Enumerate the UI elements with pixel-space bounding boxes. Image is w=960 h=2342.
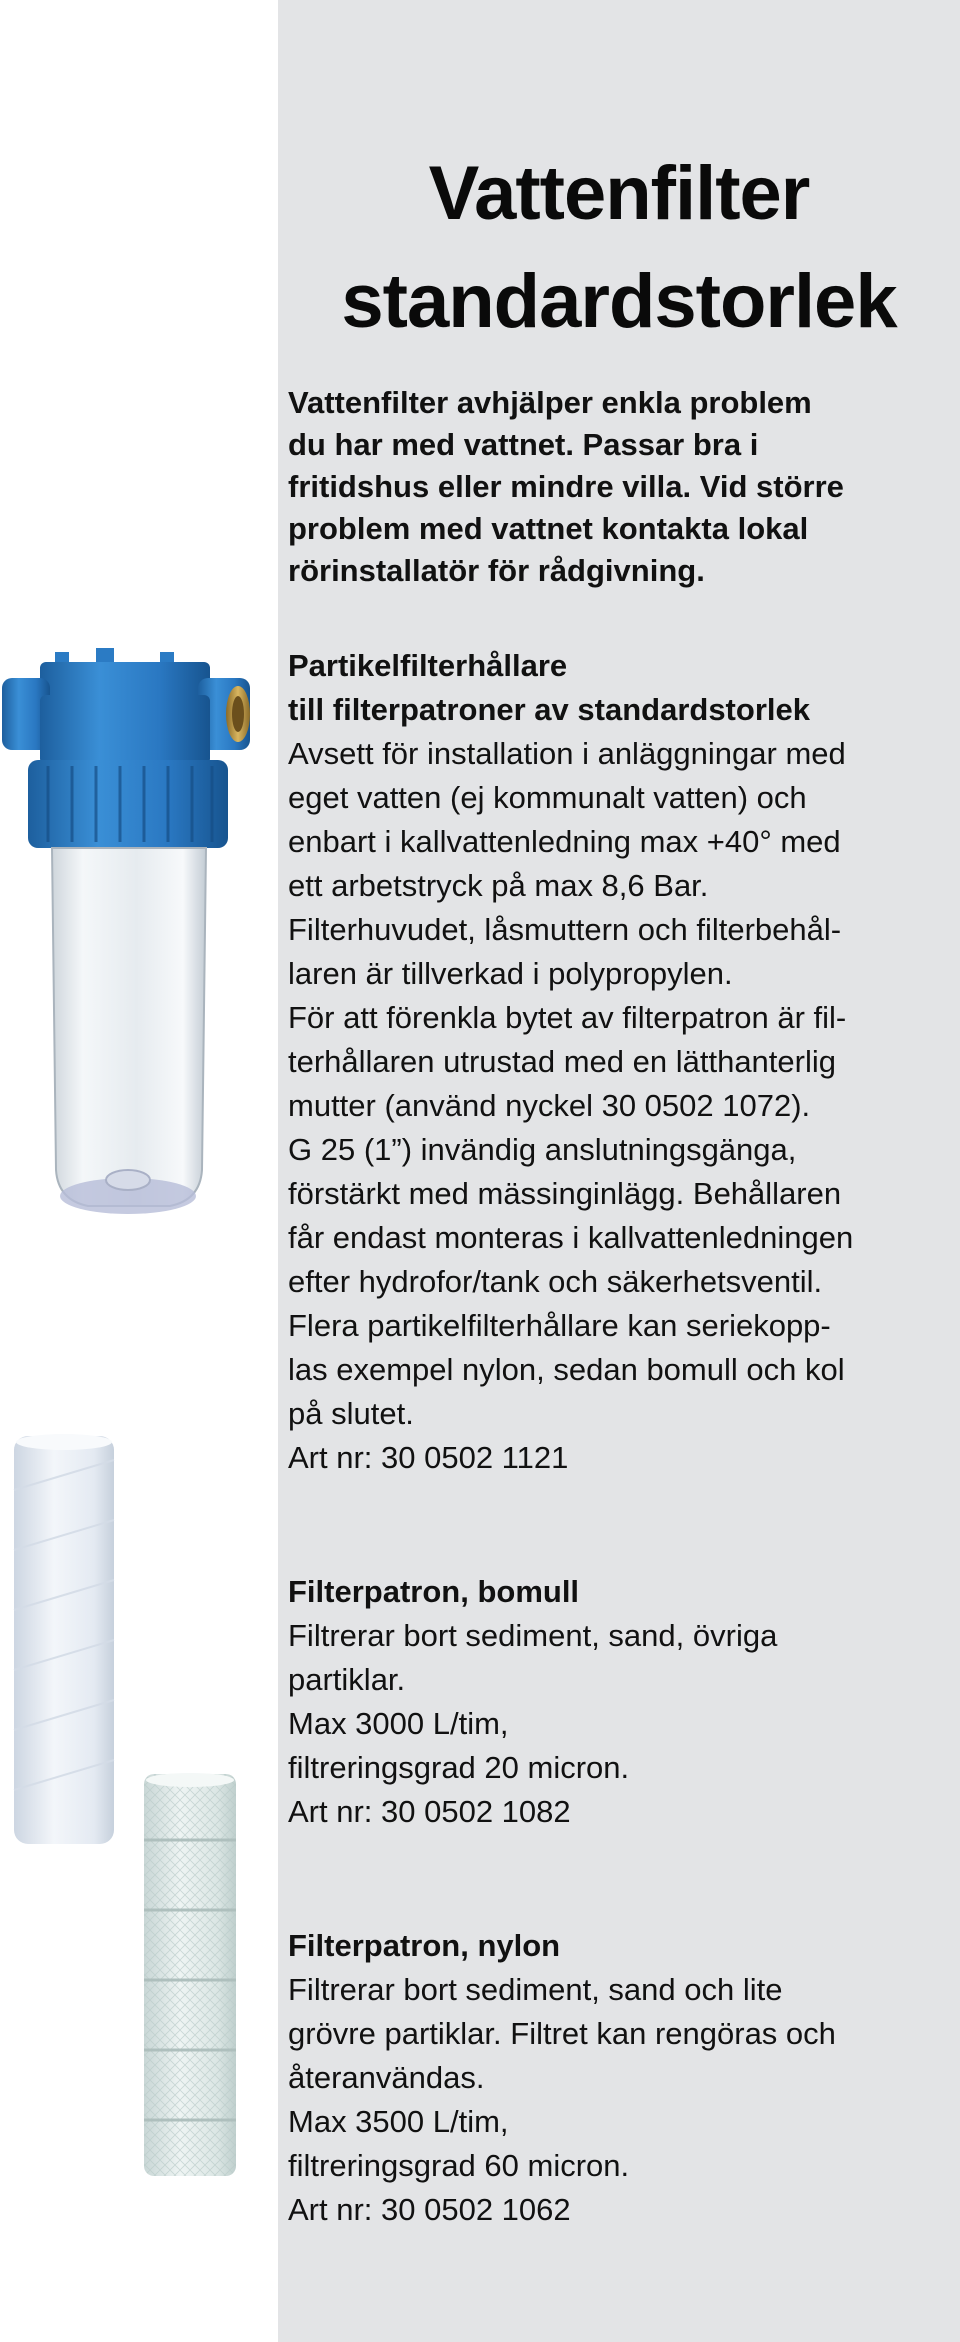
article-number: Art nr: 30 0502 1082: [288, 1794, 571, 1829]
body-line: mutter (använd nyckel 30 0502 1072).: [288, 1088, 811, 1123]
section-heading: [288, 1924, 953, 1968]
intro-line: du har med vattnet. Passar bra i: [288, 427, 759, 462]
heading-line: Partikelfilterhållare: [288, 648, 568, 683]
body-line: efter hydrofor/tank och säkerhetsventil.: [288, 1264, 823, 1299]
body-line: G 25 (1”) invändig anslutningsgänga,: [288, 1132, 797, 1167]
section-filter-housing: [288, 644, 953, 1480]
body-line: eget vatten (ej kommunalt vatten) och: [288, 780, 807, 815]
title-line: standardstorlek: [341, 259, 897, 344]
section-body: [288, 1614, 953, 1834]
body-line: Filtrerar bort sediment, sand och lite: [288, 1972, 783, 2007]
body-line: på slutet.: [288, 1396, 414, 1431]
filter-housing-image: [0, 640, 260, 1220]
body-line: las exempel nylon, sedan bomull och kol: [288, 1352, 845, 1387]
intro-line: fritidshus eller mindre villa. Vid större: [288, 469, 844, 504]
title-line: Vattenfilter: [428, 151, 810, 236]
body-line: enbart i kallvattenledning max +40° med: [288, 824, 841, 859]
heading-line: till filterpatroner av standardstorlek: [288, 692, 810, 727]
intro-paragraph: [288, 382, 948, 592]
cotton-cartridge-image: [8, 1430, 120, 1850]
body-line: Filtrerar bort sediment, sand, övriga: [288, 1618, 778, 1653]
body-line: filtreringsgrad 20 micron.: [288, 1750, 630, 1785]
intro-line: Vattenfilter avhjälper enkla problem: [288, 385, 812, 420]
body-line: partiklar.: [288, 1662, 406, 1697]
article-number: Art nr: 30 0502 1062: [288, 2192, 571, 2227]
section-heading: [288, 644, 953, 732]
body-line: laren är tillverkad i polypropylen.: [288, 956, 733, 991]
intro-line: problem med vattnet kontakta lokal: [288, 511, 809, 546]
body-line: ett arbetstryck på max 8,6 Bar.: [288, 868, 709, 903]
section-nylon-cartridge: [288, 1924, 953, 2232]
body-line: Max 3000 L/tim,: [288, 1706, 509, 1741]
body-line: För att förenkla bytet av filterpatron är fil-: [288, 1000, 847, 1035]
nylon-cartridge-image: [140, 1770, 240, 2180]
section-body: [288, 1968, 953, 2232]
body-line: får endast monteras i kallvattenledningen: [288, 1220, 854, 1255]
body-line: förstärkt med mässinginlägg. Behållaren: [288, 1176, 842, 1211]
section-heading: [288, 1570, 953, 1614]
body-line: terhållaren utrustad med en lätthanterlig: [288, 1044, 836, 1079]
body-line: återanvändas.: [288, 2060, 485, 2095]
page-title: [278, 140, 960, 356]
heading-line: Filterpatron, nylon: [288, 1928, 561, 1963]
intro-line: rörinstallatör för rådgivning.: [288, 553, 705, 588]
section-cotton-cartridge: [288, 1570, 953, 1834]
article-number: Art nr: 30 0502 1121: [288, 1440, 569, 1475]
body-line: grövre partiklar. Filtret kan rengöras och: [288, 2016, 836, 2051]
body-line: Filterhuvudet, låsmuttern och filterbehål-: [288, 912, 842, 947]
section-body: [288, 732, 953, 1480]
body-line: Avsett för installation i anläggningar med: [288, 736, 846, 771]
body-line: Flera partikelfilterhållare kan seriekopp-: [288, 1308, 831, 1343]
body-line: Max 3500 L/tim,: [288, 2104, 509, 2139]
body-line: filtreringsgrad 60 micron.: [288, 2148, 630, 2183]
heading-line: Filterpatron, bomull: [288, 1574, 580, 1609]
